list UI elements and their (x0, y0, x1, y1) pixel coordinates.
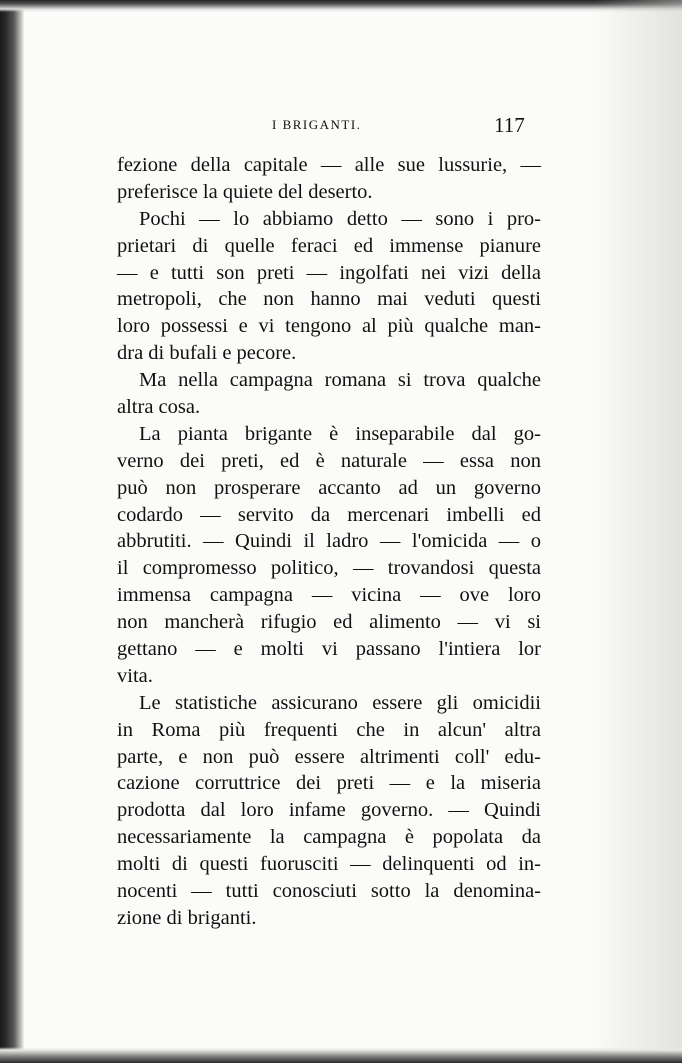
text-line: — e tutti son preti — ingolfati nei vizi della (117, 261, 541, 284)
text-line: parte, e non può essere altrimenti coll' edu- (117, 745, 541, 768)
text-line: prodotta dal loro infame governo. — Quindi (117, 799, 541, 822)
text-line: codardo — servito da mercenari imbelli ed (117, 503, 541, 526)
text-line: vita. (117, 664, 153, 687)
text-line: abbrutiti. — Quindi il ladro — l'omicida — o (117, 530, 541, 553)
text-line: Le statistiche assicurano essere gli omicidii (139, 691, 541, 714)
text-line: prietari di quelle feraci ed immense pianure (117, 234, 541, 257)
page-top-edge (0, 0, 682, 12)
running-head: I BRIGANTI. (272, 117, 362, 132)
page-number: 117 (494, 113, 525, 137)
text-line: fezione della capitale — alle sue lussurie, — (117, 154, 541, 176)
text-line: loro possessi e vi tengono al più qualche man- (117, 315, 541, 338)
text-line: necessariamente la campagna è popolata da (117, 826, 541, 849)
text-line: cazione corruttrice dei preti — e la miseria (117, 772, 541, 795)
text-line: metropoli, che non hanno mai veduti questi (117, 288, 541, 311)
text-line: Pochi — lo abbiamo detto — sono i pro- (139, 207, 541, 230)
text-line: verno dei preti, ed è naturale — essa non (117, 449, 541, 472)
text-line: altra cosa. (117, 396, 201, 419)
text-line: non mancherà rifugio ed alimento — vi si (117, 611, 541, 634)
text-line: gettano — e molti vi passano l'intiera lor (117, 638, 541, 661)
text-line: Ma nella campagna romana si trova qualche (139, 369, 541, 392)
page-bottom-edge (0, 1047, 682, 1063)
text-line: preferisce la quiete del deserto. (117, 180, 373, 203)
text-line: nocenti — tutti conosciuti sotto la denomina- (117, 880, 541, 903)
text-line: il compromesso politico, — trovandosi questa (117, 557, 541, 580)
text-line: zione di briganti. (117, 906, 257, 929)
body-text (117, 152, 541, 932)
text-line: in Roma più frequenti che in alcun' altra (117, 718, 541, 741)
text-line: molti di questi fuorusciti — delinquenti od in- (117, 853, 541, 876)
text-line: dra di bufali e pecore. (117, 342, 297, 365)
page-right-shade (592, 0, 682, 1063)
text-line: può non prosperare accanto ad un governo (117, 476, 541, 499)
text-line: immensa campagna — vicina — ove loro (117, 584, 541, 607)
book-gutter-shadow (0, 0, 24, 1063)
text-line: La pianta brigante è inseparabile dal go- (139, 422, 541, 445)
